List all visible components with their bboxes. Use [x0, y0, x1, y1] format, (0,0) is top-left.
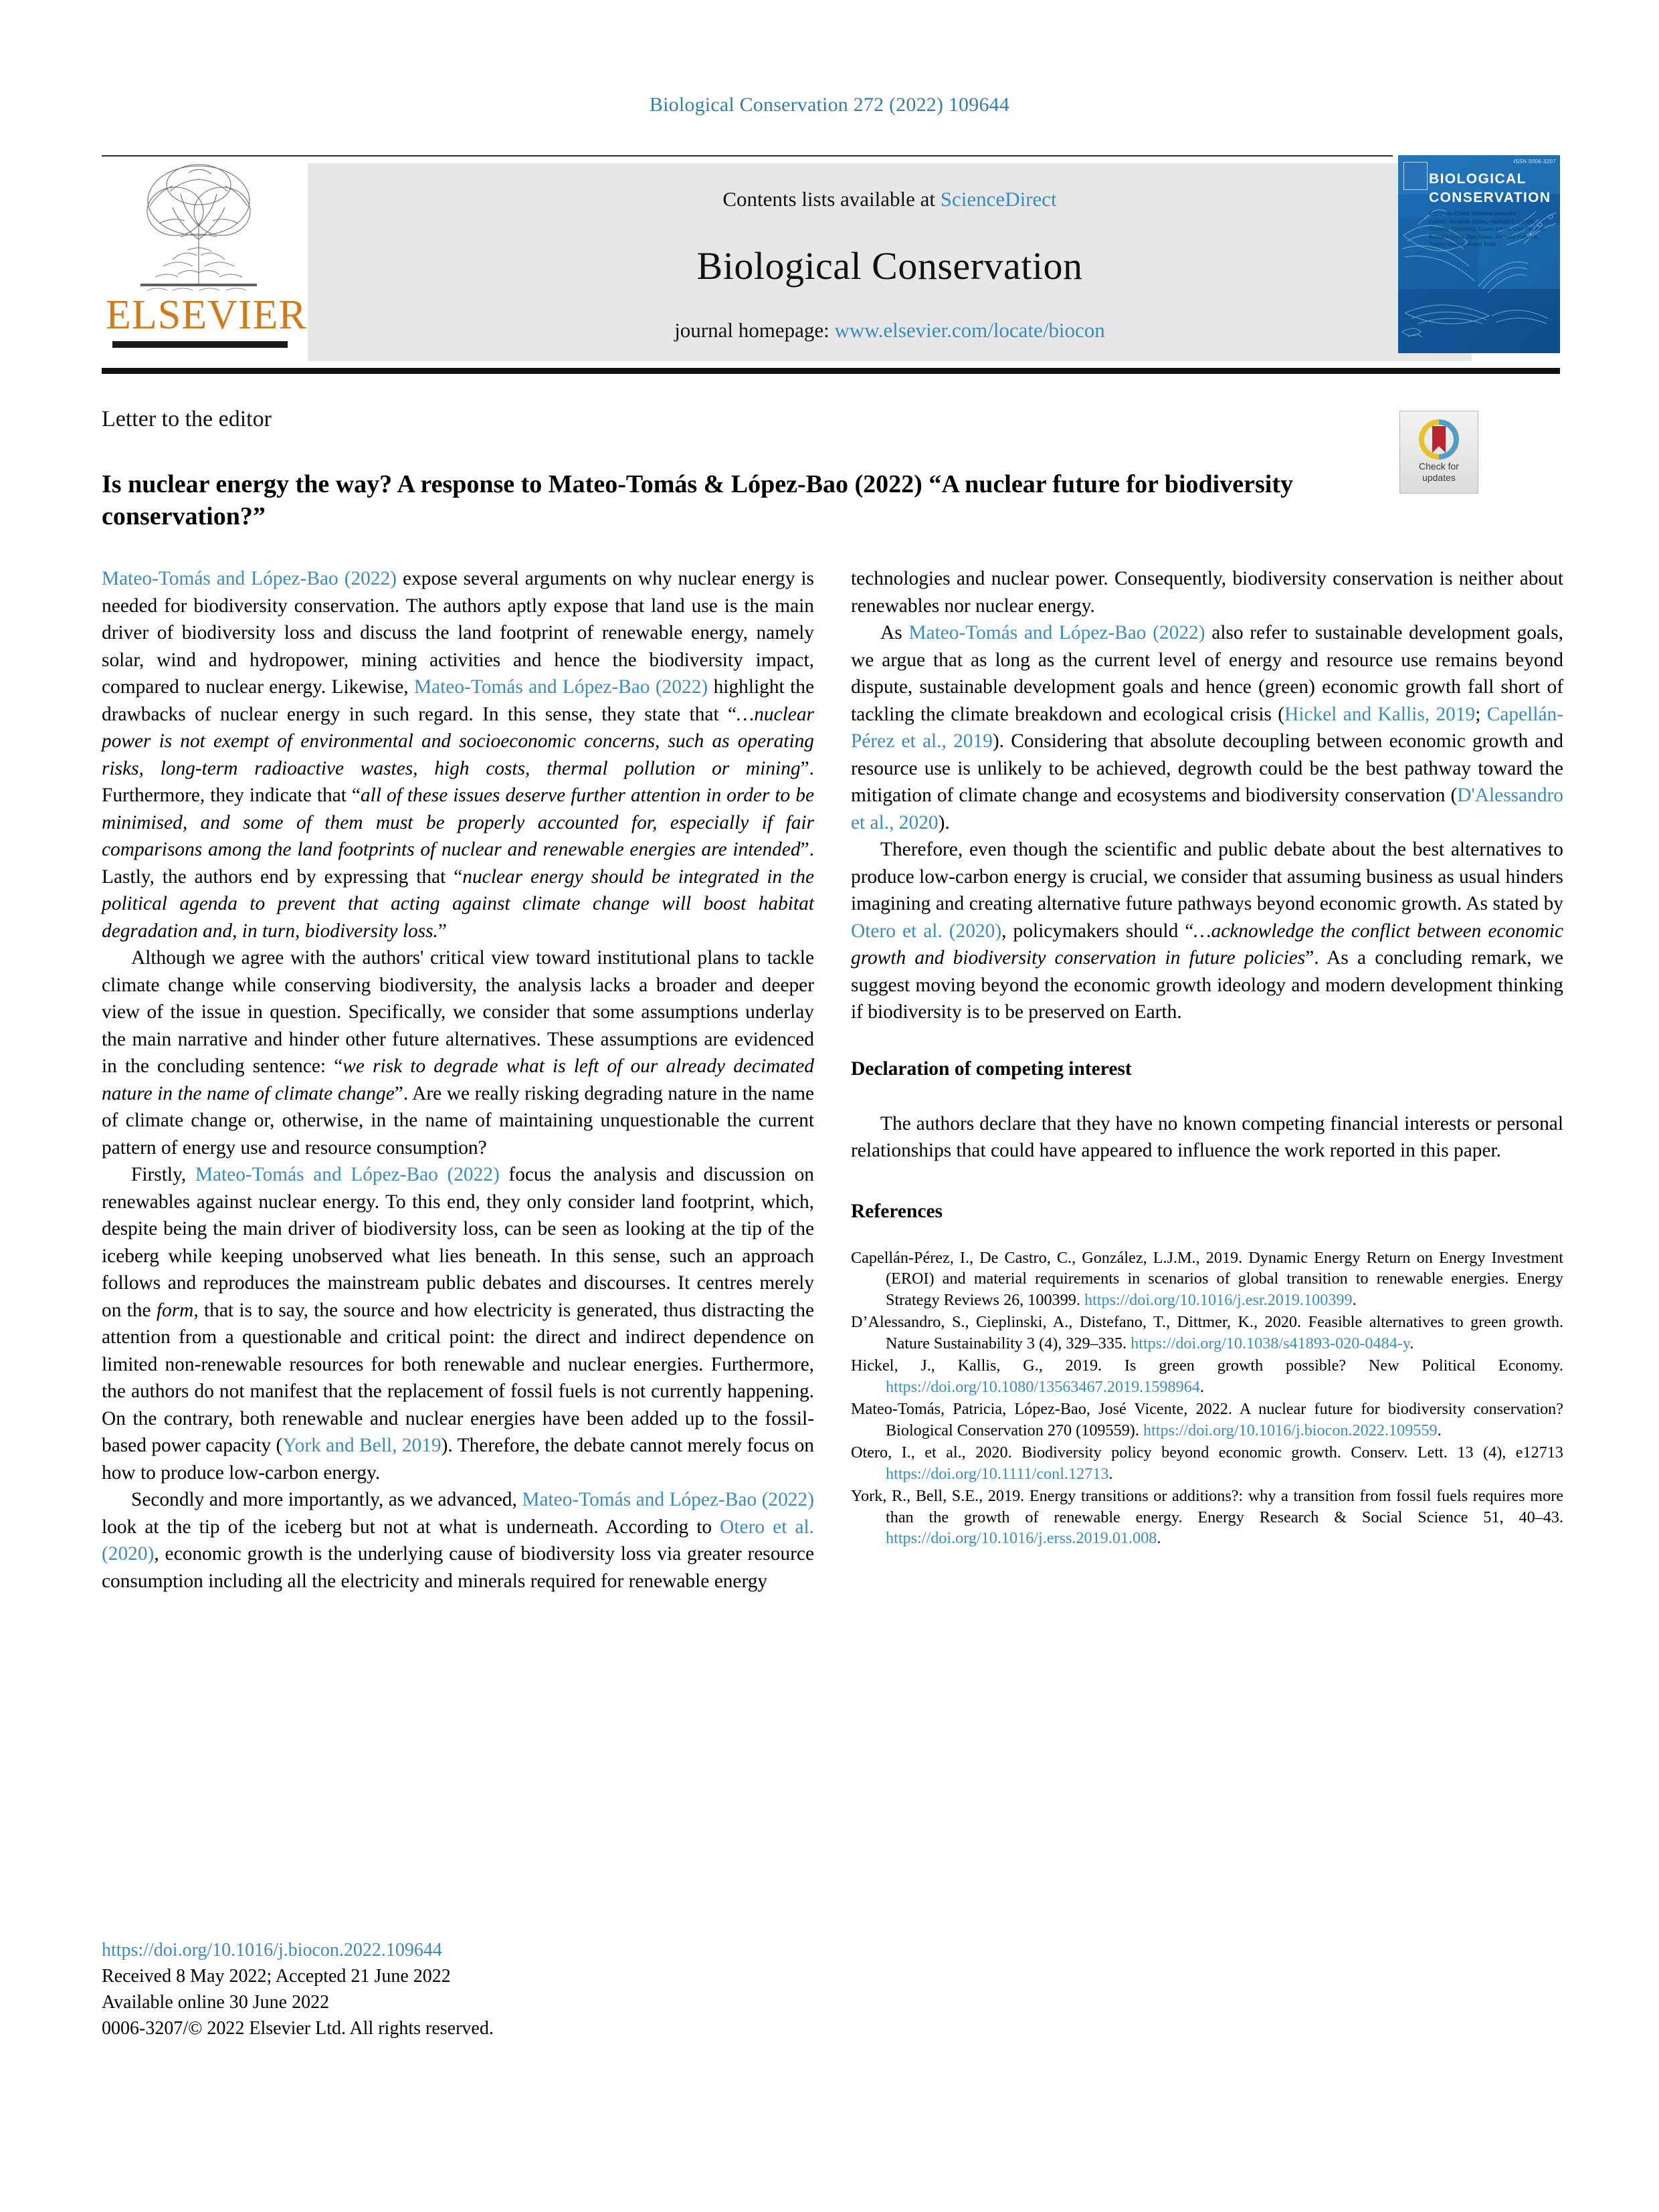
- homepage-line: [308, 318, 1472, 342]
- quoted-text: nuclear energy should be integrated in the political agenda to prevent that acting against climate change will boost habitat degradation and, in turn, biodiversity loss.: [102, 866, 815, 942]
- citation-link[interactable]: Mateo-Tomás and López-Bao (2022): [102, 568, 397, 589]
- reference-doi-link[interactable]: https://doi.org/10.1016/j.esr.2019.100399: [1084, 1290, 1353, 1309]
- section-heading-references: References: [851, 1200, 943, 1222]
- elsevier-tree-icon: [108, 159, 289, 293]
- reference-doi-link[interactable]: https://doi.org/10.1016/j.biocon.2022.109559: [1143, 1421, 1438, 1439]
- citation-link[interactable]: D'Alessandro et al., 2020: [851, 785, 1563, 833]
- quoted-text: we risk to degrade what is left of our already decimated nature in the name of climate change: [102, 1055, 815, 1104]
- page-title: Is nuclear energy the way? A response to Mateo-Tomás & López-Bao (2022) “A nuclear future for biodiversity conservation?”: [102, 470, 1293, 530]
- text-run: ”: [437, 920, 447, 942]
- homepage-prefix: journal homepage:: [674, 318, 835, 342]
- article-footer: [102, 1937, 838, 2041]
- reference-text: Capellán-Pérez, I., De Castro, C., González, L.J.M., 2019. Dynamic Energy Return on Energy Investment (EROI) and material requirements in scenarios of global transition to renewable energies. Energy Strategy Reviews 26, 100399.: [851, 1248, 1563, 1309]
- available-online-line: Available online 30 June 2022: [102, 1992, 330, 2013]
- citation-link[interactable]: Capellán-Pérez et al., 2019: [851, 703, 1564, 752]
- text-run: expose several arguments on why nuclear energy is needed for biodiversity conservation. The authors aptly expose that land use is the main driver of biodiversity loss and discuss the land footprint of renewable energy, namely solar, wind and hydropower, mining activities and hence the biodiversity impact, compared to nuclear energy. Likewise,: [102, 568, 814, 698]
- reference-tail: .: [1437, 1421, 1442, 1439]
- citation-link[interactable]: Otero et al. (2020): [102, 1516, 814, 1565]
- reference-entry: [851, 1486, 1563, 1549]
- reference-text: D’Alessandro, S., Cieplinski, A., Distefano, T., Dittmer, K., 2020. Feasible alternatives to green growth. Nature Sustainability 3 (4), 329–335.: [851, 1313, 1563, 1352]
- reference-entry: [851, 1355, 1563, 1397]
- body-paragraph: [851, 619, 1563, 836]
- crossmark-badge[interactable]: [1399, 411, 1478, 494]
- reference-text: York, R., Bell, S.E., 2019. Energy transitions or additions?: why a transition from fossil fuels requires more than the growth of renewable energy. Energy Research & Social Science 51, 40–43.: [851, 1487, 1563, 1526]
- reference-entry: [851, 1442, 1563, 1484]
- text-run: ”. Are we really risking degrading nature in the name of climate change or, otherwise, in the name of maintaining unquestionable the current pattern of energy use and resource consumption?: [102, 1082, 814, 1159]
- reference-text: Hickel, J., Kallis, G., 2019. Is green growth possible? New Political Economy.: [851, 1356, 1563, 1375]
- citation-link[interactable]: Mateo-Tomás and López-Bao (2022): [413, 676, 708, 698]
- reference-text: Otero, I., et al., 2020. Biodiversity policy beyond economic growth. Conserv. Lett. 13 (4), e12713: [851, 1443, 1563, 1462]
- text-run: ). Considering that absolute decoupling between economic growth and resource use is unlikely to be achieved, degrowth could be the best pathway toward the mitigation of climate change and ecosystems and biodiversity conservation (: [851, 730, 1563, 806]
- body-paragraph: [102, 1161, 814, 1486]
- article-type: Letter to the editor: [102, 407, 272, 431]
- contents-prefix: Contents lists available at: [722, 187, 941, 211]
- text-run: Secondly and more importantly, as we advanced,: [131, 1489, 522, 1510]
- text-run: , that is to say, the source and how electricity is generated, thus distracting the attention from a questionable and critical point: the direct and indirect dependence on limited non-renewable resources for both renewable and nuclear energies. Furthermore, the authors do not manifest that the replacement of fossil fuels is not currently happening. On the contrary, both renewable and nuclear energies have been added up to the fossil-based power capacity (: [102, 1299, 814, 1456]
- body-paragraph: [102, 944, 814, 1161]
- citation-link[interactable]: Mateo-Tomás and López-Bao (2022): [522, 1489, 814, 1510]
- cover-editor-in-chief: Editor-in-Chief: Vincent Devictor: [1429, 210, 1517, 217]
- cover-title-line1: BIOLOGICAL: [1429, 171, 1527, 187]
- citation-link[interactable]: Hickel and Kallis, 2019: [1284, 703, 1476, 725]
- citation-link[interactable]: Mateo-Tomás and López-Bao (2022): [908, 622, 1205, 643]
- elsevier-wordmark: ELSEVIER: [106, 292, 307, 338]
- text-run: Firstly,: [131, 1164, 195, 1185]
- journal-masthead: [102, 159, 1560, 373]
- declaration-paragraph: The authors declare that they have no known competing financial interests or personal relationships that could have appeared to influence the work reported in this paper.: [851, 1112, 1563, 1161]
- cover-title-line2: CONSERVATION: [1429, 190, 1551, 205]
- reference-text: Mateo-Tomás, Patricia, López-Bao, José Vicente, 2022. A nuclear future for biodiversity conservation? Biological Conservation 270 (109559).: [851, 1400, 1563, 1439]
- reference-doi-link[interactable]: https://doi.org/10.1080/13563467.2019.1598964: [886, 1377, 1200, 1396]
- crossmark-label: [1400, 461, 1478, 484]
- text-run: As: [880, 622, 909, 643]
- running-head: Biological Conservation 272 (2022) 109644: [649, 94, 1010, 116]
- text-run: also refer to sustainable development goals, we argue that as long as the current level of energy and resource use remains beyond dispute, sustainable development goals and hence (green) economic growth fall short of tackling the climate breakdown and ecological crisis (: [851, 622, 1563, 725]
- text-run: Although we agree with the authors' critical view toward institutional plans to tackle climate change while conserving biodiversity, the analysis lacks a broader and deeper view of the issue in question. Specifically, we consider that some assumptions underlay the main narrative and hinder other future alternatives. These assumptions are evidenced in the concluding sentence: “: [102, 947, 814, 1077]
- journal-title: Biological Conservation: [696, 244, 1083, 288]
- reference-tail: .: [1108, 1464, 1113, 1483]
- reference-list: [851, 1247, 1563, 1549]
- reference-tail: .: [1352, 1290, 1357, 1309]
- body-paragraph: [102, 565, 814, 944]
- received-accepted-line: Received 8 May 2022; Accepted 21 June 2022: [102, 1966, 451, 1987]
- reference-doi-link[interactable]: https://doi.org/10.1016/j.erss.2019.01.008: [886, 1529, 1157, 1547]
- section-heading-declaration: Declaration of competing interest: [851, 1058, 1132, 1080]
- crossmark-line1: Check for: [1419, 461, 1459, 472]
- reference-entry: [851, 1399, 1563, 1441]
- text-run: Therefore, even though the scientific and public debate about the best alternatives to produce low-carbon energy is crucial, we consider that assuming business as usual hinders imagining and creating alternative future pathways beyond economic growth. As stated by: [851, 839, 1563, 914]
- citation-link[interactable]: Otero et al. (2020): [851, 920, 1002, 942]
- body-paragraph: [102, 1486, 814, 1595]
- copyright-line: 0006-3207/© 2022 Elsevier Ltd. All rights reserved.: [102, 2018, 494, 2039]
- elsevier-bar: [112, 341, 288, 348]
- crossmark-icon: [1418, 418, 1460, 461]
- quoted-text: all of these issues deserve further attention in order to be minimised, and some of them must be properly accounted for, especially if fair comparisons among the land footprints of nuclear and renewable energies are intended: [102, 785, 814, 860]
- elsevier-logo: [102, 159, 307, 373]
- reference-tail: .: [1157, 1529, 1161, 1547]
- text-run: ).: [938, 811, 950, 833]
- text-run: focus the analysis and discussion on renewables against nuclear energy. To this end, they only consider land footprint, which, despite being the main driver of biodiversity loss, can be seen as looking at the tip of the iceberg while keeping unobserved what lies beneath. In this sense, such an approach follows and reproduces the mainstream public debates and discourses. It centres merely on the: [102, 1164, 814, 1321]
- body-paragraph: [851, 836, 1563, 1026]
- text-run: highlight the drawbacks of nuclear energy in such regard. In this sense, they state that “: [102, 676, 814, 725]
- text-run: ). Therefore, the debate cannot merely focus on how to produce low-carbon energy.: [102, 1435, 814, 1484]
- quoted-text: …nuclear power is not exempt of environmental and socioeconomic concerns, such as operating risks, long-term radioactive wastes, high costs, thermal pollution or mining: [102, 703, 814, 779]
- text-run: look at the tip of the iceberg but not at what is underneath. According to: [102, 1516, 720, 1538]
- text-run: ;: [1475, 703, 1487, 725]
- quoted-text: …acknowledge the conflict between economic growth and biodiversity conservation in future policies: [851, 920, 1564, 969]
- cover-issn: ISSN 0006-3207: [1513, 159, 1556, 165]
- contents-line: [308, 187, 1472, 211]
- crossmark-line2: updates: [1422, 472, 1456, 483]
- body-paragraph: [851, 565, 1563, 619]
- citation-link[interactable]: York and Bell, 2019: [282, 1435, 442, 1456]
- cover-elsevier-mark: [1403, 162, 1428, 190]
- reference-doi-link[interactable]: https://doi.org/10.1038/s41893-020-0484-y: [1131, 1334, 1410, 1352]
- article-doi-link[interactable]: https://doi.org/10.1016/j.biocon.2022.109644: [102, 1940, 442, 1960]
- reference-tail: .: [1409, 1334, 1414, 1352]
- citation-link[interactable]: Mateo-Tomás and López-Bao (2022): [195, 1164, 500, 1185]
- text-run: ”. Lastly, the authors end by expressing that “: [102, 839, 814, 888]
- masthead-panel: [308, 163, 1472, 361]
- text-run: ”. As a concluding remark, we suggest moving beyond the economic growth ideology and modern development thinking if biodiversity is to be preserved on Earth.: [851, 947, 1563, 1023]
- reference-entry: [851, 1312, 1563, 1354]
- cover-editor-list: Editors: Amanda Bates, Richard T. Corlett, Graeme Cumming, David Johns, Lian Pin Koh, Rafael Loyola, Bea Maas, Richard Primack, Tracey Regan, Robin Roth: [1429, 217, 1547, 247]
- reference-tail: .: [1199, 1377, 1204, 1396]
- text-run: ”. Furthermore, they indicate that “: [102, 757, 814, 806]
- body-column-right: [851, 565, 1563, 1550]
- reference-entry: [851, 1247, 1563, 1311]
- body-column-left: [102, 565, 814, 1595]
- journal-cover-thumbnail[interactable]: [1398, 155, 1560, 353]
- text-run: , economic growth is the underlying cause of biodiversity loss via greater resource consumption including all the electricity and minerals required for renewable energy: [102, 1543, 814, 1592]
- reference-doi-link[interactable]: https://doi.org/10.1111/conl.12713: [886, 1464, 1109, 1483]
- text-run: , policymakers should “: [1001, 920, 1194, 942]
- cover-editors: [1429, 210, 1555, 249]
- text-run: technologies and nuclear power. Consequently, biodiversity conservation is neither about renewables nor nuclear energy.: [851, 568, 1563, 617]
- masthead-top-rule: [102, 155, 1393, 157]
- right-paragraphs: [851, 565, 1563, 1026]
- journal-homepage-link[interactable]: www.elsevier.com/locate/biocon: [834, 318, 1105, 342]
- quoted-text: form: [156, 1299, 194, 1321]
- sciencedirect-link[interactable]: ScienceDirect: [940, 187, 1057, 211]
